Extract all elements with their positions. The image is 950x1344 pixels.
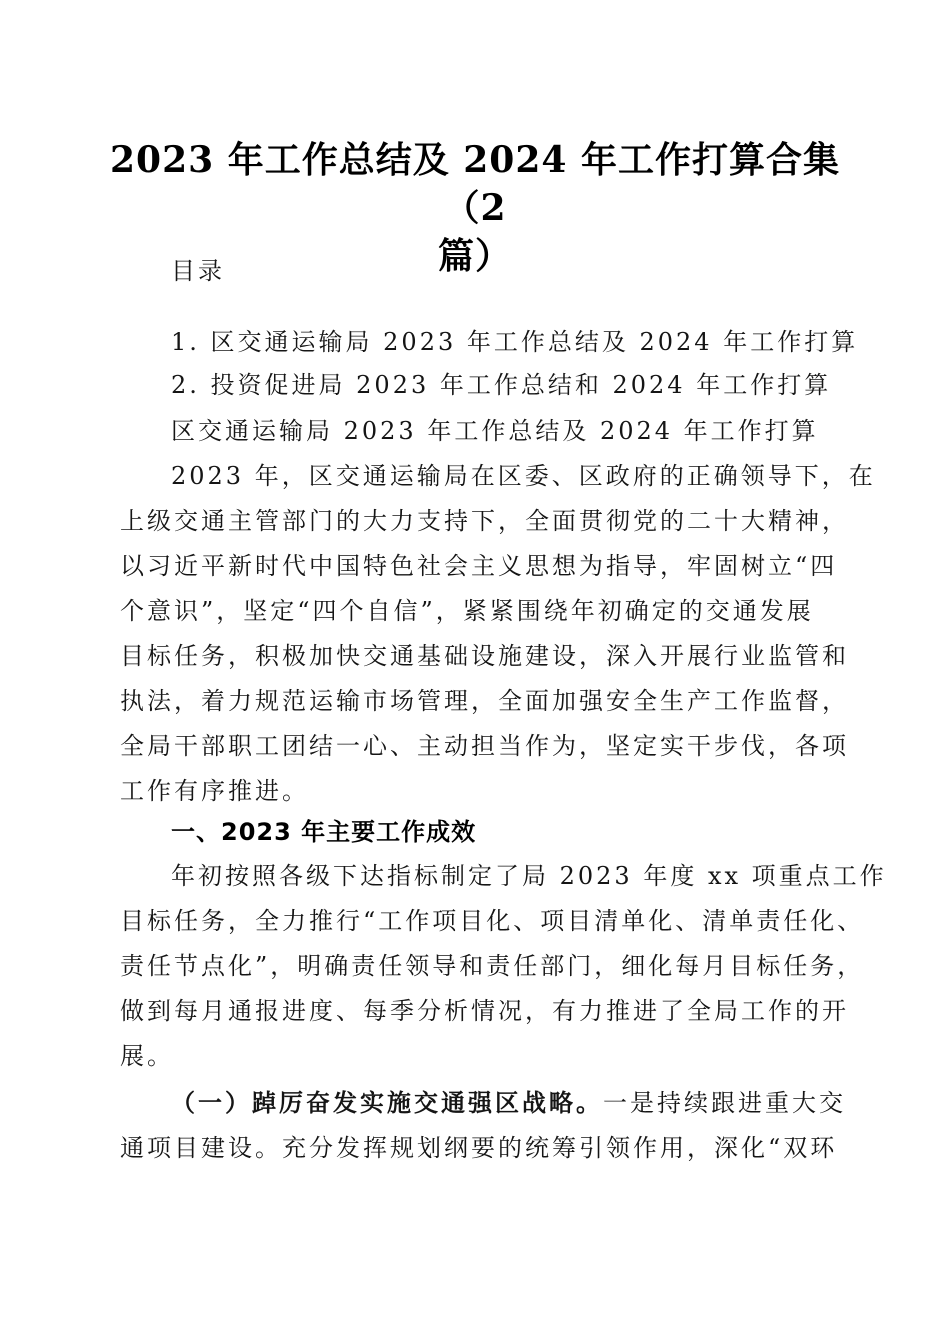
section-title: 区交通运输局 2023 年工作总结及 2024 年工作打算 (171, 417, 819, 445)
toc-label: 目录 (171, 257, 225, 285)
paragraph-line: 以习近平新时代中国特色社会主义思想为指导，牢固树立“四 (120, 552, 838, 580)
toc-item-1: 1. 区交通运输局 2023 年工作总结及 2024 年工作打算 (171, 328, 859, 356)
paragraph-text: 一是持续跟进重大交 (603, 1089, 846, 1117)
title-line-1: 2023 年工作总结及 2024 年工作打算合集（2 (110, 139, 840, 229)
paragraph-line: 通项目建设。充分发挥规划纲要的统筹引领作用，深化“双环 (120, 1134, 838, 1162)
toc-item-2: 2. 投资促进局 2023 年工作总结和 2024 年工作打算 (171, 371, 832, 399)
paragraph-line: 工作有序推进。 (120, 777, 309, 805)
paragraph-line: 上级交通主管部门的大力支持下，全面贯彻党的二十大精神， (120, 507, 849, 535)
paragraph-line: 全局干部职工团结一心、主动担当作为，坚定实干步伐，各项 (120, 732, 849, 760)
paragraph-line: 目标任务，积极加快交通基础设施建设，深入开展行业监管和 (120, 642, 849, 670)
paragraph-line (120, 1088, 846, 1133)
paragraph-line: 做到每月通报进度、每季分析情况，有力推进了全局工作的开 (120, 997, 849, 1025)
paragraph-2 (120, 861, 887, 1086)
intro-paragraph (120, 461, 876, 821)
title-line-2: 篇） (437, 235, 512, 277)
paragraph-line: 个意识”，坚定“四个自信”，紧紧围绕年初确定的交通发展 (120, 597, 814, 625)
paragraph-line: 2023 年，区交通运输局在区委、区政府的正确领导下，在 (171, 462, 876, 490)
section-heading-1: 一、2023 年主要工作成效 (171, 818, 477, 846)
paragraph-line: 责任节点化”，明确责任领导和责任部门，细化每月目标任务， (120, 952, 865, 980)
paragraph-line: 年初按照各级下达指标制定了局 2023 年度 xx 项重点工作 (171, 862, 887, 890)
subsection-heading: （一）踔厉奋发实施交通强区战略。 (171, 1088, 603, 1117)
paragraph-line: 目标任务，全力推行“工作项目化、项目清单化、清单责任化、 (120, 907, 865, 935)
paragraph-line: 展。 (120, 1042, 174, 1070)
paragraph-line: 执法，着力规范运输市场管理，全面加强安全生产工作监督， (120, 687, 849, 715)
paragraph-3 (120, 1088, 846, 1178)
